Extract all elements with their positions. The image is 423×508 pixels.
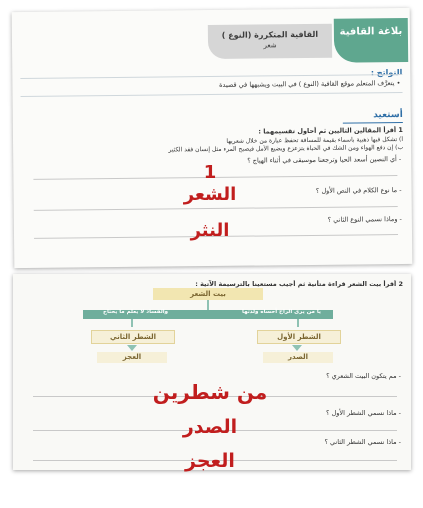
bottom-page-photo bbox=[13, 274, 411, 470]
divider bbox=[20, 74, 402, 79]
question: - ماذا نسمي الشطر الأول ؟ bbox=[326, 409, 401, 417]
answer-5: الصدر bbox=[182, 416, 238, 438]
lesson-header-tab bbox=[208, 24, 332, 59]
second-half-name-box: العجز bbox=[97, 352, 167, 363]
question: - مم يتكون البيت الشعري ؟ bbox=[326, 372, 401, 380]
section-title: أستعيد bbox=[343, 110, 403, 124]
answer-1: 1 bbox=[203, 162, 217, 183]
diagram-connector bbox=[297, 319, 299, 327]
down-arrow-icon bbox=[127, 345, 137, 351]
diagram-intro: 2 أقرأ بيت الشعر قراءة متأنية ثم أجيب مستعينا بالترسيمة الآتية : bbox=[195, 280, 403, 288]
outcome-text: • يتعرَّف المتعلم موقع القافية (النوع ) في البيت ويشبهها في قصيدة bbox=[219, 79, 401, 89]
diagram-connector bbox=[131, 319, 133, 327]
first-half-box: الشطر الأول bbox=[257, 330, 341, 344]
instruction-2: أ) تشكل فيها ذهبية بأسماء بقيمة للمسافة تحفظ عبارة من خلال شعريها bbox=[226, 135, 404, 145]
answer-line bbox=[34, 206, 398, 211]
lesson-title: القافية المتكررة (النوع ) bbox=[221, 29, 319, 40]
question: - أي النصين أسعد الحيا وترجعنا موسيقى في أثناء الهياج ؟ bbox=[247, 155, 402, 165]
diagram-left-label: والفساد لا يعلم ما يحتاج bbox=[103, 309, 169, 315]
divider bbox=[21, 92, 403, 97]
diagram-connector bbox=[207, 300, 209, 310]
question: - وماذا نسمي النوع الثاني ؟ bbox=[327, 215, 402, 224]
first-half-name-box: الصدر bbox=[263, 352, 333, 363]
answer-4: من شطرين bbox=[152, 380, 268, 404]
question: - ماذا نسمي الشطر الثاني ؟ bbox=[324, 438, 401, 446]
answer-6: العجز bbox=[185, 450, 235, 472]
unit-title: بلاغة القافية bbox=[339, 26, 403, 38]
answer-3: النثر bbox=[190, 220, 230, 241]
instruction-1: 1 أقرأ المقالين التاليين ثم أحاول تقسيمهما : bbox=[258, 126, 403, 136]
diagram-right-label: يا من يرى الراح أحساه ولذتها bbox=[242, 309, 321, 315]
outcomes-label: النواتج : bbox=[370, 68, 403, 78]
down-arrow-icon bbox=[292, 345, 302, 351]
unit-header-tab bbox=[334, 18, 408, 63]
lesson-subtitle: شعر bbox=[263, 41, 277, 50]
question: - ما نوع الكلام في النص الأول ؟ bbox=[315, 186, 402, 195]
second-half-box: الشطر الثاني bbox=[91, 330, 175, 344]
diagram-top-box: بيت الشعر bbox=[153, 288, 263, 300]
answer-2: الشعر bbox=[183, 184, 237, 205]
instruction-3: ب) إن دفع الهواء ومن الشك في الحياة يتزعزع ويضيع الأمل فيصبح المرء مثل إنسان فقد الكثير bbox=[168, 143, 404, 154]
